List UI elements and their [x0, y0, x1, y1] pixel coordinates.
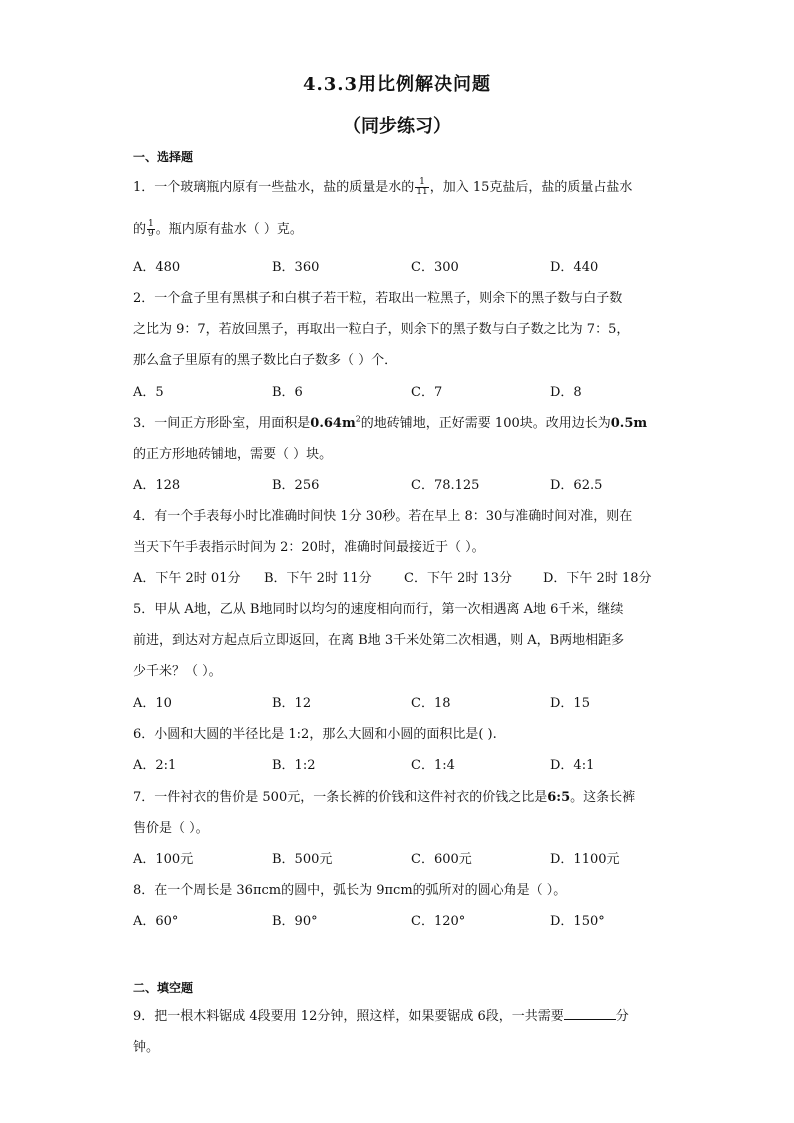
- q5-option-a[interactable]: A．10: [133, 696, 172, 711]
- tile-area: 0.64m: [310, 416, 356, 431]
- q2-option-c[interactable]: C．7: [411, 385, 443, 400]
- q2-option-b[interactable]: B．6: [272, 385, 303, 400]
- q7-option-a[interactable]: A．100元: [133, 852, 194, 867]
- question-1-line-2: 的 $\frac{1}{9}$ 。瓶内原有盐水（ ）克。: [133, 219, 303, 239]
- page-subtitle: （同步练习）: [343, 116, 451, 137]
- question-3-line-2: 的正方形地砖铺地，需要（ ）块。: [133, 447, 333, 462]
- q5-option-d[interactable]: D．15: [550, 696, 590, 711]
- question-7-line-2: 售价是（ ）。: [133, 821, 209, 836]
- q3-option-b[interactable]: B．256: [272, 478, 320, 493]
- question-4-line-1: 4．有一个手表每小时比准确时间快 1分 30秒。若在早上 8：30与准确时间对准，则在: [133, 509, 633, 524]
- q4-option-c[interactable]: C．下午 2时 13分: [404, 571, 513, 586]
- q5-option-b[interactable]: B．12: [272, 696, 312, 711]
- price-ratio: 6:5: [547, 790, 571, 805]
- section-heading-fill: 二、填空题: [133, 981, 194, 995]
- q3-option-d[interactable]: D．62.5: [550, 478, 603, 493]
- page-title: 4.3.3用比例解决问题: [302, 74, 492, 95]
- q8-option-b[interactable]: B．90°: [272, 914, 318, 929]
- q4-option-a[interactable]: A．下午 2时 01分: [133, 571, 241, 586]
- q2-option-a[interactable]: A．5: [133, 385, 164, 400]
- question-1-line-1: 1．一个玻璃瓶内原有一些盐水，盐的质量是水的 $\frac{1}{11}$ ，加入 15克盐后，盐的质量占盐水: [133, 177, 633, 197]
- fraction-1-11: $\frac{1}{11}$: [416, 177, 428, 197]
- q8-option-c[interactable]: C．120°: [411, 914, 466, 929]
- q3-option-a[interactable]: A．128: [133, 478, 181, 493]
- q5-option-c[interactable]: C．18: [411, 696, 451, 711]
- q1-option-c[interactable]: C．300: [411, 260, 459, 275]
- question-6-line-1: 6．小圆和大圆的半径比是 1:2，那么大圆和小圆的面积比是( ).: [133, 727, 497, 742]
- question-3-line-1: 3．一间正方形卧室，用面积是$0.64m^2$的地砖铺地，正好需要 100块。改用边长为0.5m: [133, 414, 648, 431]
- q8-option-a[interactable]: A．60°: [133, 914, 179, 929]
- q6-option-b[interactable]: B．1:2: [272, 758, 316, 773]
- question-5-line-3: 少千米？（ ）。: [133, 664, 222, 679]
- q4-option-d[interactable]: D．下午 2时 18分: [543, 571, 652, 586]
- question-5-line-1: 5．甲从 A地，乙从 B地同时以均匀的速度相向而行，第一次相遇离 A地 6千米，继续: [133, 602, 624, 617]
- q4-option-b[interactable]: B．下午 2时 11分: [264, 571, 372, 586]
- question-2-line-1: 2．一个盒子里有黑棋子和白棋子若干粒，若取出一粒黑子，则余下的黑子数与白子数: [133, 291, 623, 306]
- question-2-line-3: 那么盒子里原有的黑子数比白子数多（ ）个．: [133, 353, 398, 368]
- question-5-line-2: 前进，到达对方起点后立即返回，在离 B地 3千米处第二次相遇，则 A，B两地相距多: [133, 633, 625, 648]
- q6-option-a[interactable]: A．2:1: [133, 758, 177, 773]
- q6-option-d[interactable]: D．4:1: [550, 758, 595, 773]
- question-9-line-1: 9．把一根木料锯成 4段要用 12分钟，照这样，如果要锯成 6段，一共需要 分: [133, 1009, 629, 1024]
- q6-option-c[interactable]: C．1:4: [411, 758, 455, 773]
- q3-option-c[interactable]: C．78.125: [411, 478, 480, 493]
- q7-option-c[interactable]: C．600元: [411, 852, 472, 867]
- question-9-line-2: 钟。: [133, 1040, 160, 1055]
- q7-option-d[interactable]: D．1100元: [550, 852, 620, 867]
- q8-option-d[interactable]: D．150°: [550, 914, 605, 929]
- question-7-line-1: 7．一件衬衣的售价是 500元，一条长裤的价钱和这件衬衣的价钱之比是6:5。这条长裤: [133, 790, 636, 805]
- tile-side: 0.5m: [610, 416, 648, 431]
- q2-option-d[interactable]: D．8: [550, 385, 582, 400]
- answer-blank[interactable]: [564, 1007, 616, 1020]
- section-heading-choice: 一、选择题: [133, 150, 194, 164]
- question-2-line-2: 之比为 9：7，若放回黑子，再取出一粒白子，则余下的黑子数与白子数之比为 7：5，: [133, 322, 630, 337]
- question-8-line-1: 8．在一个周长是 36πcm的圆中，弧长为 9πcm的弧所对的圆心角是（ ）。: [133, 883, 567, 898]
- q1-option-b[interactable]: B．360: [272, 260, 320, 275]
- fraction-1-9: $\frac{1}{9}$: [148, 219, 154, 239]
- q1-option-d[interactable]: D．440: [550, 260, 599, 275]
- q1-option-a[interactable]: A．480: [133, 260, 181, 275]
- q7-option-b[interactable]: B．500元: [272, 852, 333, 867]
- question-4-line-2: 当天下午手表指示时间为 2：20时，准确时间最接近于（ ）。: [133, 540, 485, 555]
